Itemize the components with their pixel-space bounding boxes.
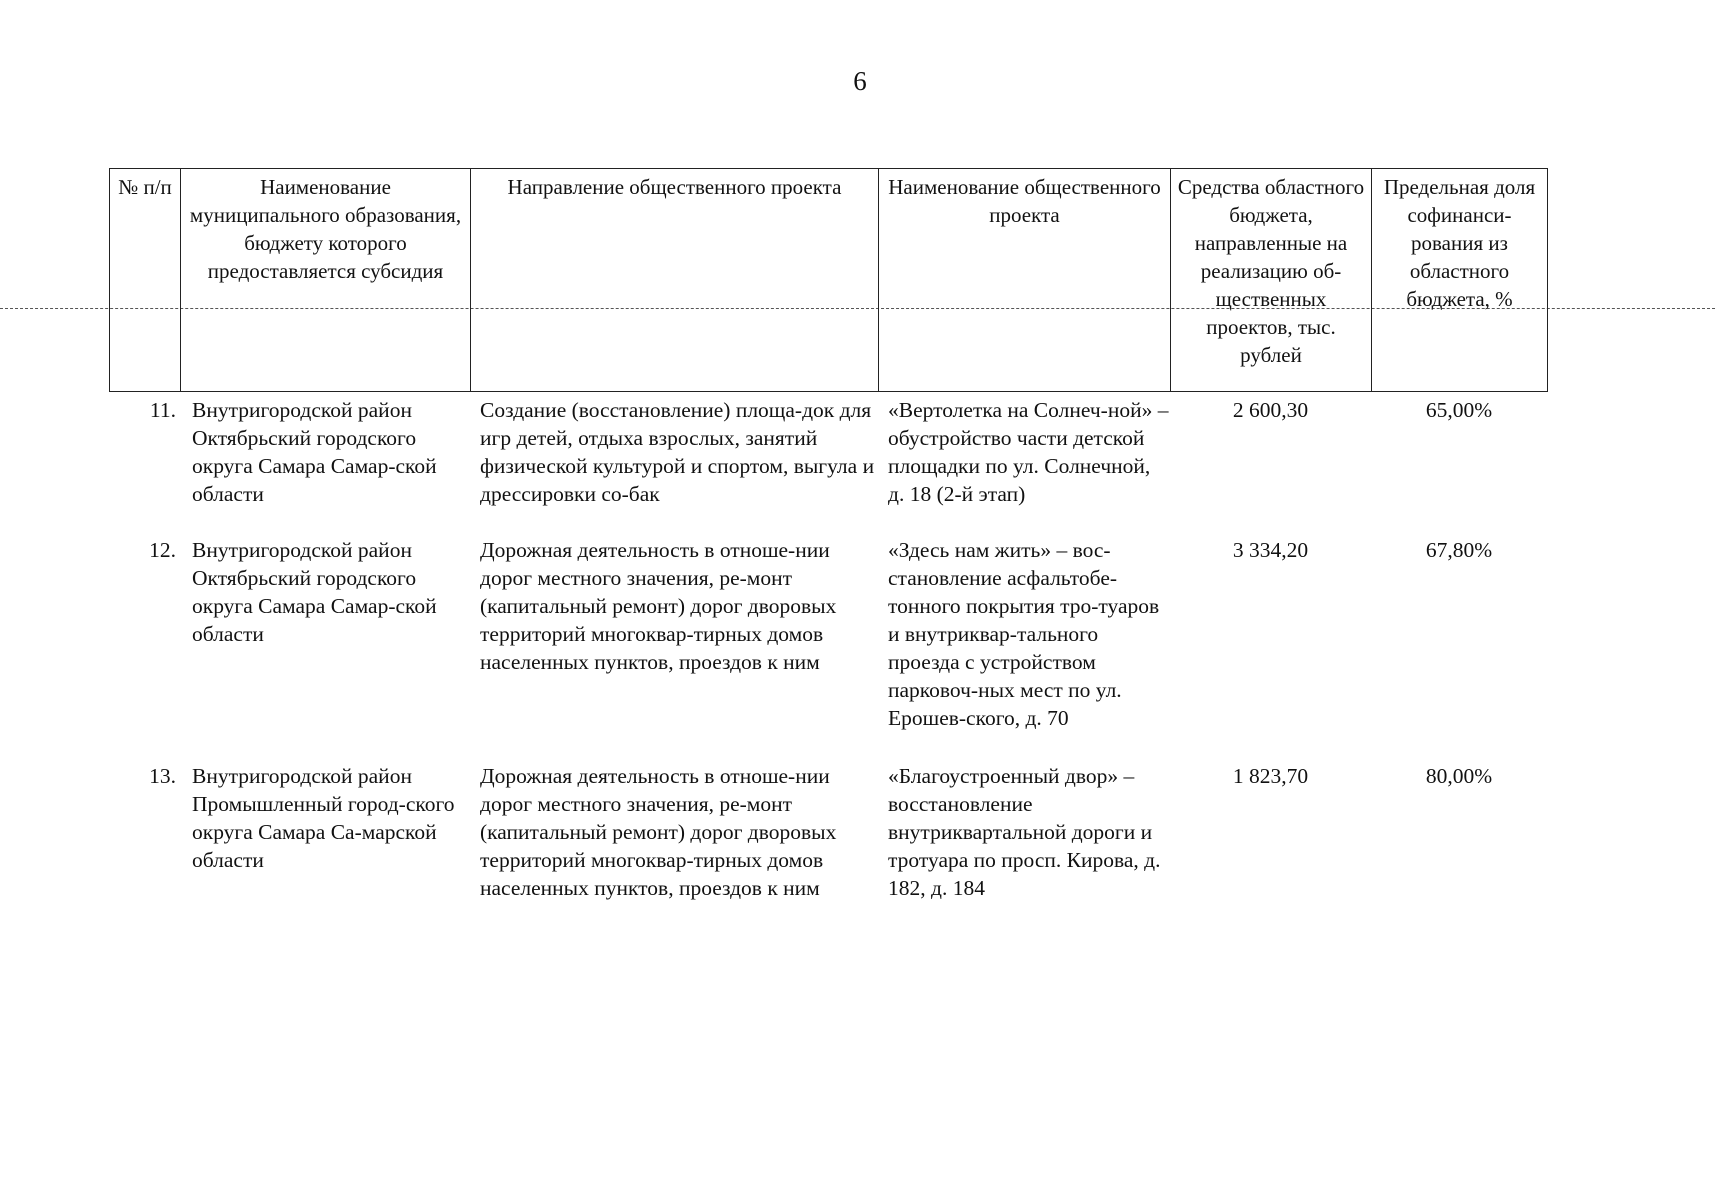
table-row <box>109 396 1547 536</box>
row-municipality: Внутригородской район Промышленный город-ского округа Самара Са-марской области <box>192 764 455 872</box>
table-body <box>109 396 1547 942</box>
row-direction: Дорожная деятельность в отноше-нии дорог местного значения, ре-монт (капитальный ремонт) дорог дворовых территорий многоквар-тирных домов населенных пунктов, проездов к ним <box>480 538 837 674</box>
row-municipality: Внутригородской район Октябрьский городского округа Самара Самар-ской области <box>192 398 437 506</box>
row-funds: 1 823,70 <box>1232 764 1309 788</box>
header-project: Наименование общественного проекта <box>879 169 1171 392</box>
row-funds: 2 600,30 <box>1232 398 1309 422</box>
row-project: «Здесь нам жить» – вос-становление асфальтобе-тонного покрытия тро-туаров и внутриквар-тального проезда с устройством парковоч-ных мест по ул. Ерошев-ского, д. 70 <box>888 538 1160 730</box>
row-number: 11. <box>149 398 176 422</box>
row-project: «Благоустроенный двор» – восстановление внутриквартальной дороги и тротуара по просп. Кирова, д. 182, д. 184 <box>888 764 1161 900</box>
row-number: 12. <box>149 538 176 562</box>
page-number: 6 <box>853 66 867 96</box>
row-direction: Создание (восстановление) площа-док для игр детей, отдыха взрослых, занятий физической культурой и спортом, выгула и дрессировки со-бак <box>480 398 875 506</box>
row-direction: Дорожная деятельность в отноше-нии дорог местного значения, ре-монт (капитальный ремонт) дорог дворовых территорий многоквар-тирных домов населенных пунктов, проездов к ним <box>480 764 837 900</box>
header-num: № п/п <box>110 169 181 392</box>
row-number: 13. <box>149 764 176 788</box>
table-row <box>109 536 1547 762</box>
header-funds: Средства областного бюджета, направленные на реализацию об-щественных проектов, тыс. рублей <box>1171 169 1372 392</box>
row-funds: 3 334,20 <box>1232 538 1309 562</box>
row-share: 80,00% <box>1425 764 1493 788</box>
header-municipality: Наименование муниципального образования, бюджету которого предоставляется субсидия <box>181 169 471 392</box>
row-share: 65,00% <box>1425 398 1493 422</box>
table-header <box>109 168 1548 392</box>
header-direction: Направление общественного проекта <box>471 169 879 392</box>
header-share: Предельная доля софинанси-рования из областного бюджета, % <box>1372 169 1548 392</box>
table-row <box>109 762 1547 942</box>
row-share: 67,80% <box>1425 538 1493 562</box>
row-project: «Вертолетка на Солнеч-ной» – обустройство части детской площадки по ул. Солнечной, д. 18 (2-й этап) <box>888 398 1169 506</box>
row-municipality: Внутригородской район Октябрьский городского округа Самара Самар-ской области <box>192 538 437 646</box>
